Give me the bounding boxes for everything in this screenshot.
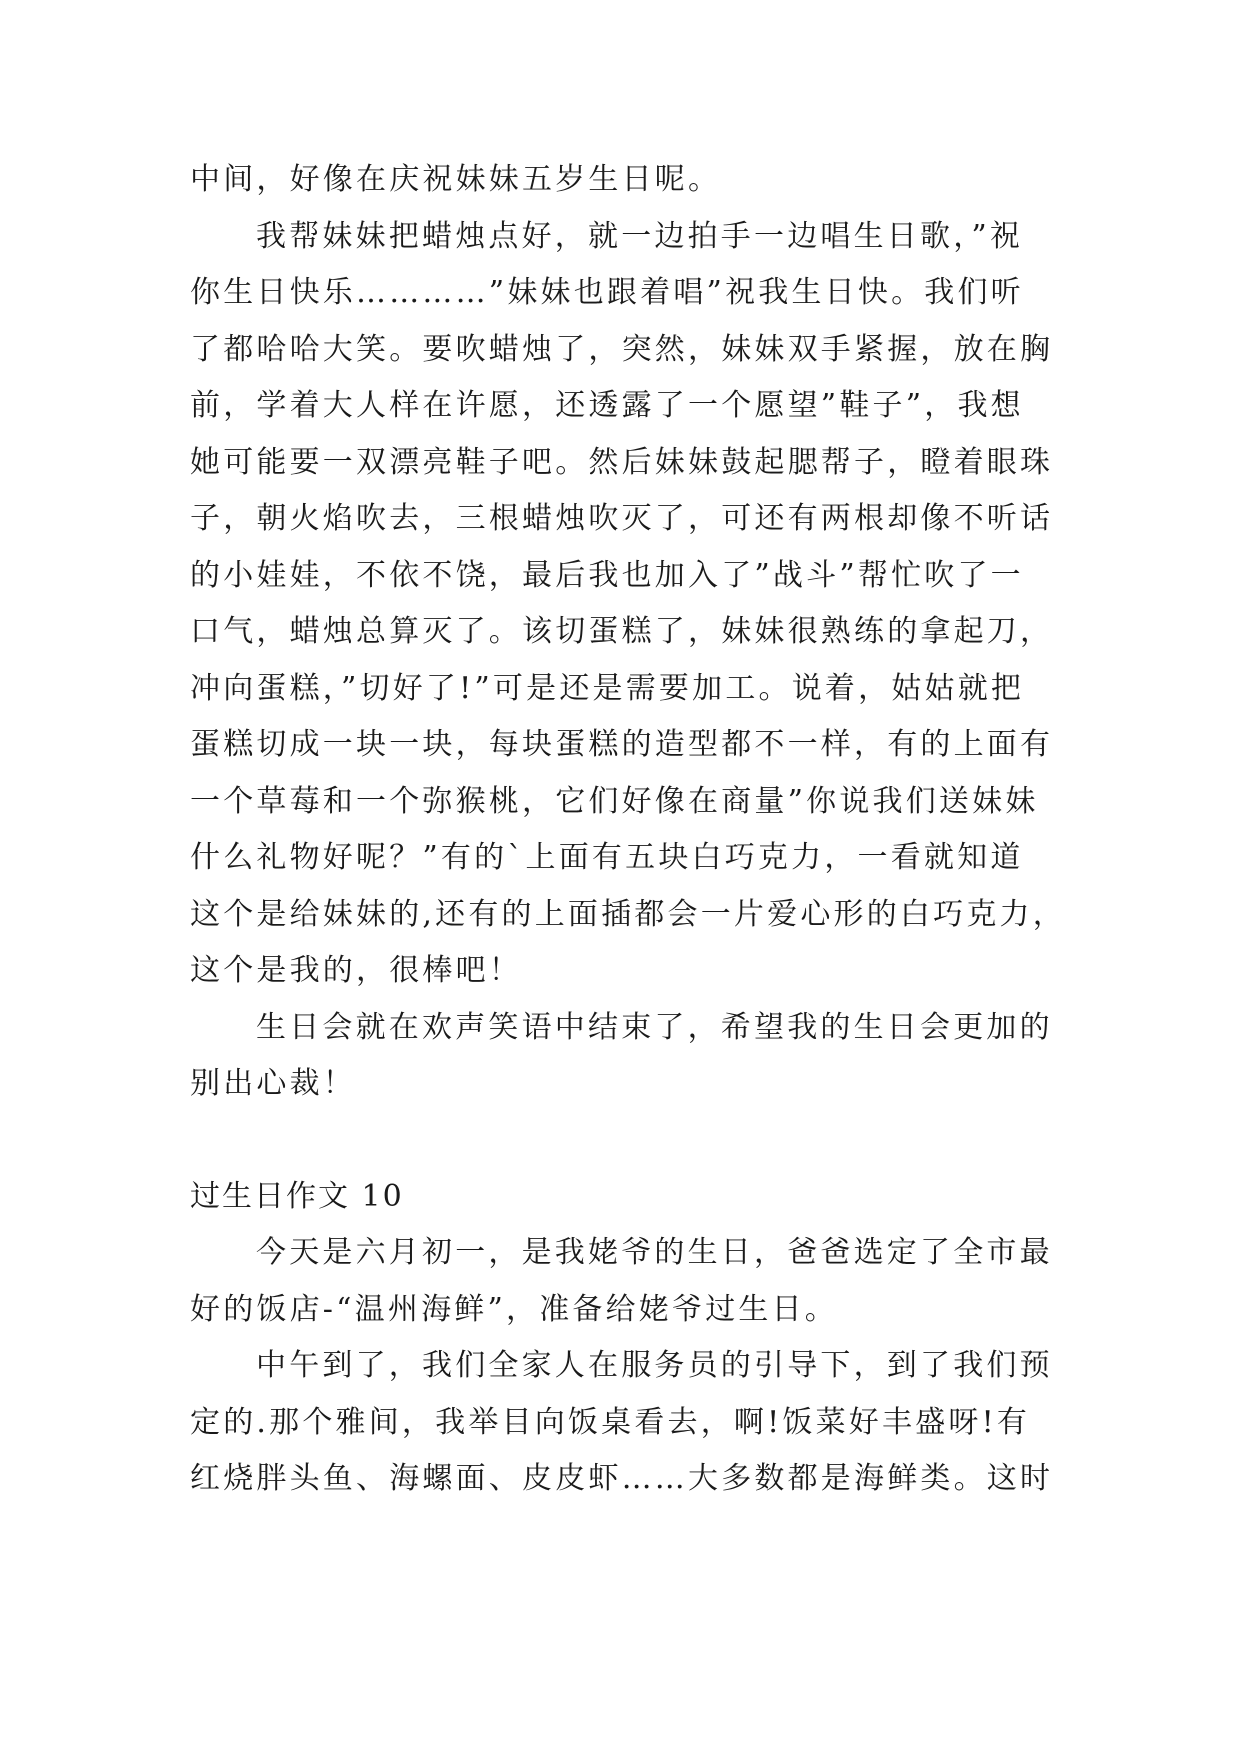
text-line: 什么礼物好呢？”有的`上面有五块白巧克力，一看就知道 (190, 840, 1024, 875)
text-line: 的小娃娃，不依不饶，最后我也加入了”战斗”帮忙吹了一 (190, 557, 1024, 593)
text-line: 生日会就在欢声笑语中结束了，希望我的生日会更加的 (256, 1009, 1053, 1045)
text-line: 了都哈哈大笑。要吹蜡烛了，突然，妹妹双手紧握，放在胸 (190, 331, 1054, 367)
text-line: 红烧胖头鱼、海螺面、皮皮虾……大多数都是海鲜类。这时 (190, 1461, 1054, 1496)
text-line: 中间，好像在庆祝妹妹五岁生日呢。 (190, 162, 722, 197)
paragraph (190, 1000, 1070, 1113)
text-line: 定的.那个雅间，我举目向饭桌看去，啊!饭菜好丰盛呀!有 (190, 1404, 1031, 1440)
text-line: 子，朝火焰吹去，三根蜡烛吹灭了，可还有两根却像不听话 (190, 501, 1054, 536)
text-line: 冲向蛋糕，”切好了!”可是还是需要加工。说着，姑姑就把 (190, 670, 1025, 706)
text-line: 我帮妹妹把蜡烛点好，就一边拍手一边唱生日歌，”祝 (256, 218, 1024, 254)
text-line: 今天是六月初一，是我姥爷的生日，爸爸选定了全市最 (256, 1235, 1053, 1270)
text-line: 这个是我的，很棒吧！ (190, 953, 522, 988)
paragraph (190, 152, 1070, 209)
text-line: 你生日快乐…………”妹妹也跟着唱”祝我生日快。我们听 (190, 275, 1024, 310)
text-line: 前，学着大人样在许愿，还透露了一个愿望”鞋子”，我想 (190, 388, 1024, 423)
document-page (190, 152, 1070, 1508)
text-line: 好的饭店-“温州海鲜”，准备给姥爷过生日。 (190, 1291, 839, 1327)
text-line: 中午到了，我们全家人在服务员的引导下，到了我们预 (256, 1348, 1053, 1383)
text-line: 蛋糕切成一块一块，每块蛋糕的造型都不一样，有的上面有 (190, 727, 1054, 762)
text-line: 一个草莓和一个弥猴桃，它们好像在商量”你说我们送妹妹 (190, 783, 1039, 819)
text-line: 口气，蜡烛总算灭了。该切蛋糕了，妹妹很熟练的拿起刀， (190, 614, 1054, 649)
text-line: 她可能要一双漂亮鞋子吧。然后妹妹鼓起腮帮子，瞪着眼珠 (190, 444, 1054, 480)
section-heading: 过生日作文 10 (190, 1178, 404, 1214)
paragraph (190, 209, 1070, 1000)
paragraph (190, 1225, 1070, 1338)
paragraph (190, 1338, 1070, 1508)
text-line: 别出心裁！ (190, 1066, 356, 1101)
text-line: 这个是给妹妹的,还有的上面插都会一片爱心形的白巧克力， (190, 896, 1066, 932)
